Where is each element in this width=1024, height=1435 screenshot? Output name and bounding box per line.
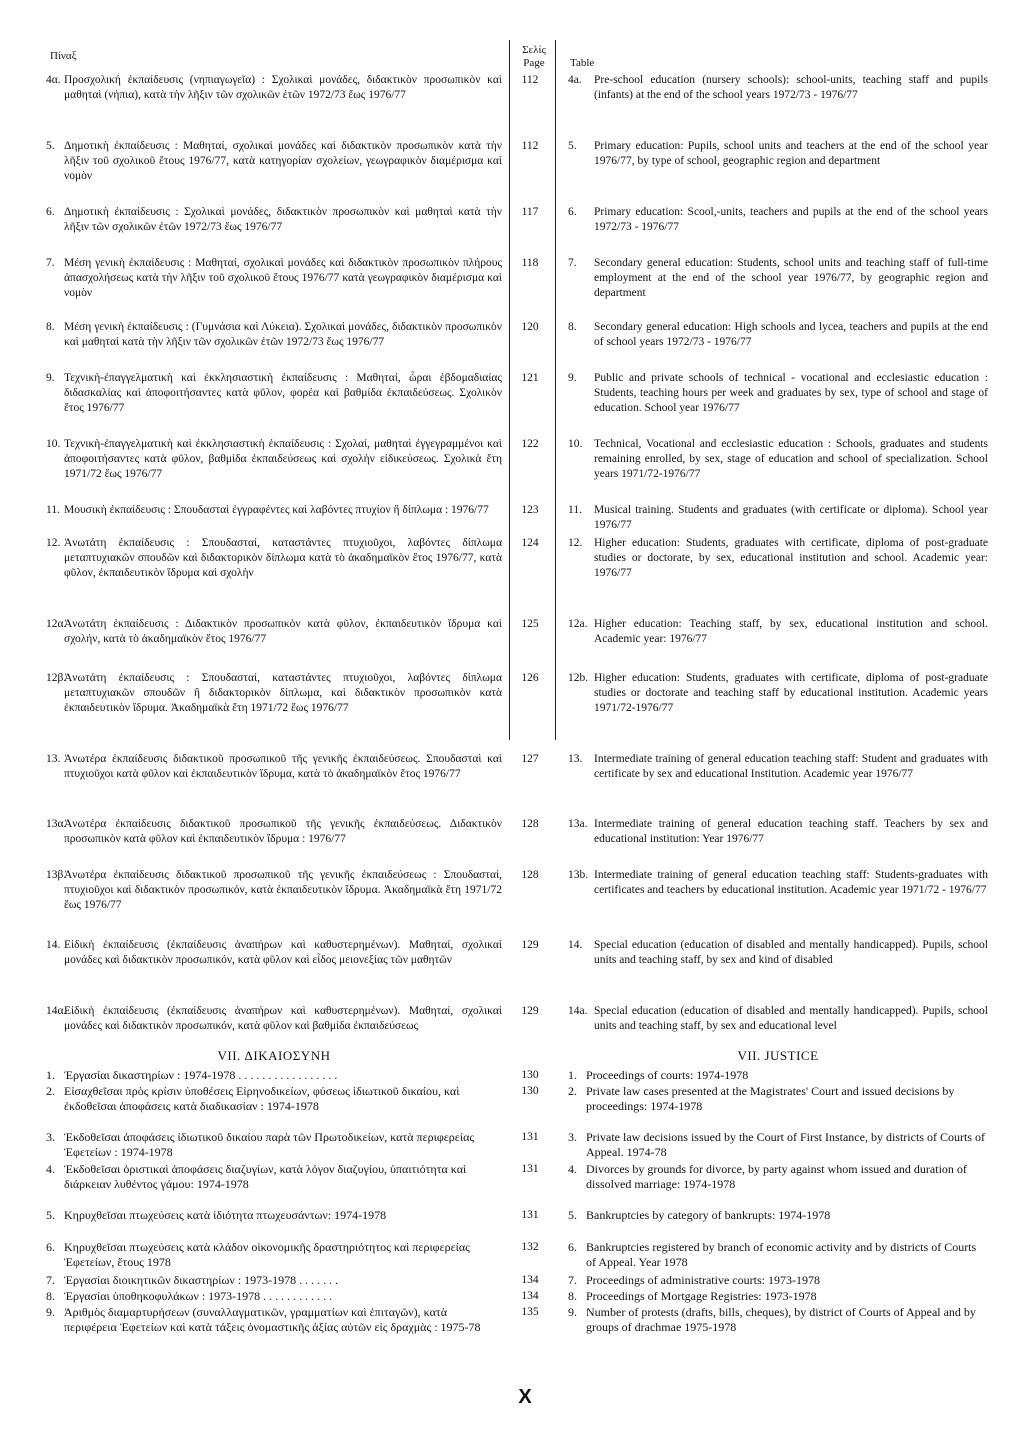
toc-entry-gr-justice-5: 5. Κηρυχθεῖσαι πτωχεύσεις κατὰ ἰδιότητα πτωχευσάντων: 1974-1978 [46,1208,387,1222]
page-number: 128 [521,869,539,881]
toc-entry-en-8: 8. Secondary general education: High schools and lycea, teachers and pupils at the end of school years 1972/73 - 1976/77 [568,321,988,348]
toc-entry-en-4a: 4a. Pre-school education (nursery schools): school-units, teaching staff and pupils (infants) at the end of the school years 1972/73 - 1976/77 [568,74,988,101]
page-number: 131 [521,1163,539,1175]
toc-entry-gr-13: 13. Ἀνωτέρα ἐκπαίδευσις διδακτικοῦ προσωπικοῦ τῆς γενικῆς ἐκπαιδεύσεως. Σπουδασταὶ καὶ πτυχιοῦχοι κατὰ φῦλον καὶ ἐκπαιδευτικὸν ἵδρυμα, κατὰ τὸ ἀκαδημαϊκὸν ἔτος 1976/77 [46,753,502,780]
toc-entry-gr-13b: 13β. Ἀνωτέρα ἐκπαίδευσις διδακτικοῦ προσωπικοῦ τῆς γενικῆς ἐκπαιδεύσεως : Σπουδασταί, πτυχιοῦχοι καὶ διδακτικὸν προσωπικόν, κατὰ ἐκπαιδευτικὸν ἵδρυμα. Ἀκαδημαϊκὰ ἔτη 1971/72 ἕως 1976/77 [46,869,502,911]
toc-entry-en-14a: 14a. Special education (education of disabled and mentally handicapped). Pupils, school units and teaching staff, by sex and educational level [568,1005,988,1032]
toc-entry-gr-justice-9: 9. Ἀριθμὸς διαμαρτυρήσεων (συναλλαγματικῶν, γραμματίων καὶ ἐπιταγῶν), κατὰ περιφέρεια Ἐφετείων καὶ κατὰ τάξεις ὀνομαστικῆς ἀξίας αὐτῶν εἰς δραχμὰς : 1975-78 [46,1305,481,1334]
page-number: 129 [521,939,539,951]
toc-entry-gr-8: 8. Μέση γενικὴ ἐκπαίδευσις : (Γυμνάσια καὶ Λύκεια). Σχολικαὶ μονάδες, διδακτικὸν προσωπικὸν καὶ μαθηταὶ κατὰ τὴν λῆξιν τῶν σχολικῶν ἐτῶν 1972/73 ἕως 1976/77 [46,321,502,348]
page-number: 131 [521,1209,539,1221]
toc-entry-gr-11: 11. Μουσικὴ ἐκπαίδευσις : Σπουδασταὶ ἐγγραφέντες καὶ λαβόντες πτυχίον ἢ δίπλωμα : 1976/77 [46,504,489,516]
toc-entry-en-12b: 12b. Higher education: Students, graduates with certificate, diploma of post-graduate studies or doctorate and teaching staff by educational institution. Academic years 1971/72-1976/77 [568,672,988,714]
page-number: 112 [521,140,539,152]
page-number: 112 [521,74,539,86]
toc-entry-en-12a: 12a. Higher education: Teaching staff, by sex, educational institution and school. Academic year: 1976/77 [568,618,988,645]
toc-entry-gr-justice-6: 6. Κηρυχθεῖσαι πτωχεύσεις κατὰ κλάδον οἰκονομικῆς δραστηριότητος καὶ περιφερείας Ἐφετείων, ἔτους 1978 [46,1240,470,1269]
section-title-justice-english: VII. JUSTICE [737,1048,819,1063]
page-number: 130 [521,1069,539,1081]
page-number: 131 [521,1131,539,1143]
toc-entry-gr-5: 5. Δημοτικὴ ἐκπαίδευσις : Μαθηταί, σχολικαὶ μονάδες καὶ διδακτικὸν προσωπικὸν κατὰ τὴν λῆξιν τοῦ σχολικοῦ ἔτους 1976/77, κατὰ κατηγορίαν σχολείων, γεωγραφικὸν διαμέρισμα καὶ νομὸν [46,140,502,182]
section-title-justice-greek: VII. ΔΙΚΑΙΟΣΥΝΗ [217,1048,331,1063]
page-number: 134 [521,1274,539,1286]
page-number: 134 [521,1290,539,1302]
greek-table-header: Πίναξ [50,50,77,62]
toc-entry-gr-6: 6. Δημοτικὴ ἐκπαίδευσις : Σχολικαὶ μονάδες, διδακτικὸν προσωπικὸν καὶ μαθηταὶ κατὰ τὴν λῆξιν τῶν σχολικῶν ἐτῶν 1972/73 ἕως 1976/77 [46,206,502,233]
toc-entry-en-justice-5: 5. Bankruptcies by category of bankrupts: 1974-1978 [568,1208,831,1222]
toc-entry-en-14: 14. Special education (education of disabled and mentally handicapped). Pupils, school units and teaching staff, by sex and kind of disabled [568,939,988,966]
page-number: 118 [521,257,539,269]
toc-entry-en-13b: 13b. Intermediate training of general education teaching staff: Students-graduates with certificates and teachers by educational institution. Academic year 1971/72 - 1976/77 [568,869,988,896]
page-marker: X [518,1386,532,1408]
page-number: 129 [521,1005,539,1017]
greek-page-header: Σελίς [522,44,546,56]
toc-entry-en-justice-3: 3. Private law decisions issued by the Court of First Instance, by districts of Courts of Appeal. 1974-78 [568,1130,985,1159]
toc-entry-en-justice-6: 6. Bankruptcies registered by branch of economic activity and by districts of Courts of Appeal. Year 1978 [568,1240,977,1269]
toc-entry-en-justice-1: 1. Proceedings of courts: 1974-1978 [568,1068,749,1082]
page-number: 122 [521,438,539,450]
page-number: 135 [521,1306,539,1318]
toc-entry-gr-justice-8: 8. Ἐργασίαι ὑποθηκοφυλάκων : 1973-1978 . . . . . . . . . . . . [46,1289,333,1303]
page-number: 132 [521,1241,539,1253]
toc-entry-gr-4a: 4α. Προσχολική ἐκπαίδευσις (νηπιαγωγεῖα) : Σχολικαὶ μονάδες, διδακτικὸν προσωπικὸν καὶ μαθηταὶ (νήπια), κατὰ τὴν λῆξιν τῶν σχολικῶν ἐτῶν 1972/73 ἕως 1976/77 [46,74,502,101]
toc-entry-en-7: 7. Secondary general education: Students, school units and teaching staff of full-time employment at the end of the school year 1976/77, by geographic region and department [568,257,988,299]
english-page-header: Page [523,57,545,69]
toc-entry-gr-13a: 13α. Ἀνωτέρα ἐκπαίδευσις διδακτικοῦ προσωπικοῦ τῆς γενικῆς ἐκπαιδεύσεως. Διδακτικὸν προσωπικὸν κατὰ φῦλον καὶ ἐκπαιδευτικὸν ἵδρυμα : 1976/77 [46,818,502,845]
toc-entry-en-justice-7: 7. Proceedings of administrative courts: 1973-1978 [568,1273,820,1287]
page-number: 124 [521,537,539,549]
toc-entry-gr-9: 9. Τεχνικὴ-ἐπαγγελματικὴ καὶ ἐκκλησιαστικὴ ἐκπαίδευσις : Μαθηταί, ὧραι ἑβδομαδιαίας διδασκαλίας καὶ ἀποφοιτήσαντες κατὰ φῦλον, φορέα καὶ βαθμίδα ἐκπαιδεύσεως. Σχολικὸν ἔτος 1976/77 [46,372,502,414]
toc-entry-en-12: 12. Higher education: Students, graduates with certificate, diploma of post-graduate studies or doctorate, by sex, educational institution and school. Academic year: 1976/77 [568,537,988,579]
toc-entry-en-11: 11. Musical training. Students and graduates (with certificate or diploma). School year 1976/77 [568,504,988,531]
toc-entry-gr-justice-1: 1. Ἐργασίαι δικαστηρίων : 1974-1978 . . . . . . . . . . . . . . . . . [46,1068,338,1082]
toc-entry-en-10: 10. Technical, Vocational and ecclesiastic education : Schools, graduates and students remaining enrolled, by sex, stage of education and school of specialization. School years 1971/72-1976/77 [568,438,988,480]
toc-entry-en-9: 9. Public and private schools of technical - vocational and ecclesiastic education : Students, teaching hours per week and graduates by sex, type of school and stage of education. School year 1976/77 [568,372,988,414]
toc-entry-gr-justice-7: 7. Ἐργασίαι διοικητικῶν δικαστηρίων : 1973-1978 . . . . . . . [46,1273,339,1287]
toc-entry-en-6: 6. Primary education: Scool,-units, teachers and pupils at the end of the school years 1972/73 - 1976/77 [568,206,988,233]
english-table-header: Table [570,57,595,69]
toc-entry-gr-justice-4: 4. Ἐκδοθεῖσαι ὁριστικαὶ ἀποφάσεις διαζυγίων, κατὰ λόγον διαζυγίου, ὑπαιτιότητα καὶ διάρκειαν λυθέντος γάμου: 1974-1978 [46,1162,467,1191]
page-number: 127 [521,753,539,765]
toc-entry-en-justice-4: 4. Divorces by grounds for divorce, by party against whom issued and duration of dissolved marriage: 1974-1978 [568,1162,967,1191]
toc-entry-en-5: 5. Primary education: Pupils, school units and teachers at the end of the school year 1976/77, by type of school, geographic region and department [568,140,988,167]
toc-entry-gr-12b: 12β. Ἀνωτάτη ἐκπαίδευσις : Σπουδασταί, καταστάντες πτυχιοῦχοι, λαβόντες δίπλωμα μεταπτυχιακῶν σπουδῶν ἢ διδακτορικὸν δίπλωμα, καὶ διδακτικὸν προσωπικὸν κατὰ ἐκπαιδευτικὸν ἵδρυμα. Ἀκαδημαϊκὰ ἔτη 1971/72 ἕως 1976/77 [46,672,502,714]
toc-entry-gr-7: 7. Μέση γενικὴ ἐκπαίδευσις : Μαθηταί, σχολικαὶ μονάδες καὶ διδακτικὸν προσωπικὸν πλήρους ἀπασχολήσεως κατὰ τὴν λῆξιν τοῦ σχολικοῦ ἔτους 1976/77 κατὰ γεωγραφικὸν διαμέρισμα καὶ νομὸν [46,257,502,299]
toc-entry-gr-14a: 14α. Εἰδικὴ ἐκπαίδευσις (ἐκπαίδευσις ἀναπήρων καὶ καθυστερημένων). Μαθηταί, σχολικαὶ μονάδες καὶ διδακτικὸν προσωπικόν, κατὰ φῦλον καὶ βαθμίδα ἐκπαιδεύσεως [46,1005,502,1032]
toc-entry-en-justice-8: 8. Proceedings of Mortgage Registries: 1973-1978 [568,1289,817,1303]
toc-entry-gr-10: 10. Τεχνικὴ-ἐπαγγελματικὴ καὶ ἐκκλησιαστικὴ ἐκπαίδευσις : Σχολαί, μαθηταὶ ἐγγεγραμμένοι καὶ ἀποφοιτήσαντες κατὰ φῦλον, βαθμίδα ἐκπαιδεύσεως καὶ σχολὴν εἰδικεύσεως. Σχολικὰ ἔτη 1971/72 ἕως 1976/77 [46,438,502,480]
toc-entry-gr-12: 12. Ἀνωτάτη ἐκπαίδευσις : Σπουδασταί, καταστάντες πτυχιοῦχοι, λαβόντες δίπλωμα μεταπτυχιακῶν σπουδῶν καὶ διδακτορικὸν δίπλωμα κατὰ τὸ ἀκαδημαϊκὸν ἔτος 1976/77, κατὰ φῦλον, ἐκπαιδευτικὸν ἵδρυμα καὶ σχολὴν [46,537,502,579]
page-number: 120 [521,321,539,333]
toc-entry-en-justice-2: 2. Private law cases presented at the Magistrates' Court and issued decisions by proceedings: 1974-1978 [568,1084,955,1113]
page-number: 121 [521,372,539,384]
toc-entry-en-13a: 13a. Intermediate training of general education teaching staff. Teachers by sex and educational institution: Year 1976/77 [568,818,988,845]
toc-entry-en-justice-9: 9. Number of protests (drafts, bills, cheques), by district of Courts of Appeal and by groups of drachmae 1975-1978 [568,1305,976,1334]
toc-entry-en-13: 13. Intermediate training of general education teaching staff: Student and graduates with certificate by sex and educational Institution. Academic year 1976/77 [568,753,988,780]
page-number: 123 [521,504,539,516]
page-number: 128 [521,818,539,830]
page-number: 117 [521,206,539,218]
page-number: 130 [521,1085,539,1097]
page-number: 126 [521,672,539,684]
toc-entry-gr-14: 14. Εἰδικὴ ἐκπαίδευσις (ἐκπαίδευσις ἀναπήρων καὶ καθυστερημένων). Μαθηταί, σχολικαὶ μονάδες καὶ διδακτικὸν προσωπικόν, κατὰ φῦλον καὶ εἶδος μειονεξίας τῶν μαθητῶν [46,939,502,966]
toc-entry-gr-justice-2: 2. Εἰσαχθεῖσαι πρὸς κρίσιν ὑποθέσεις Εἰρηνοδικείων, φύσεως ἰδιωτικοῦ δικαίου, καὶ ἐκδοθεῖσαι ἀποφάσεις κατὰ διαδικασίαν : 1974-1978 [46,1084,460,1113]
toc-entry-gr-12a: 12α. Ἀνωτάτη ἐκπαίδευσις : Διδακτικὸν προσωπικὸν κατὰ φῦλον, ἐκπαιδευτικὸν ἵδρυμα καὶ σχολήν, κατὰ τὸ ἀκαδημαϊκὸν ἔτος 1976/77 [46,618,502,645]
column-rule-right [555,40,556,740]
toc-entry-gr-justice-3: 3. Ἐκδοθεῖσαι ἀποφάσεις ἰδιωτικοῦ δικαίου παρὰ τῶν Πρωτοδικείων, κατὰ περιφερείας Ἐφετείων : 1974-1978 [46,1130,475,1159]
page-number: 125 [521,618,539,630]
